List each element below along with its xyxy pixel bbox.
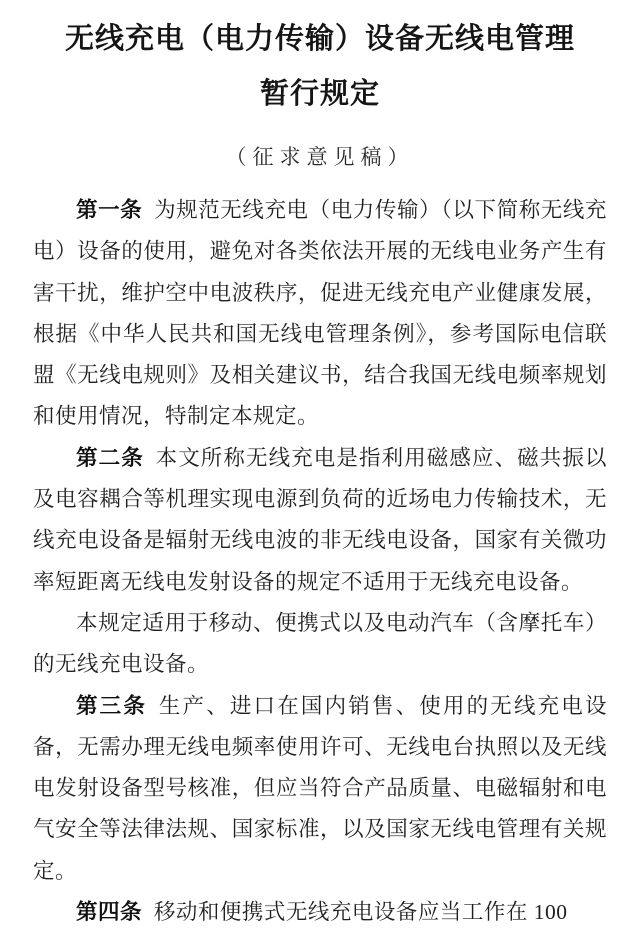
article-4-text: 移动和便携式无线充电设备应当工作在 100 <box>153 900 568 925</box>
article-2-number: 第二条 <box>76 445 144 470</box>
article-2-paragraph <box>33 438 607 603</box>
article-2-text: 本文所称无线充电是指利用磁感应、磁共振以及电容耦合等机理实现电源到负荷的近场电力传输技术，无线充电设备是辐射无线电波的非无线电设备，国家有关微功率短距离无线电发射设备的规定不适用于无线充电设备。 <box>33 445 607 594</box>
article-3-paragraph <box>33 686 607 892</box>
article-2-continuation-paragraph <box>33 603 607 686</box>
document-subtitle: （征求意见稿） <box>225 145 415 169</box>
title-line-1: 无线充电（电力传输）设备无线电管理 <box>64 23 575 55</box>
document-title <box>33 12 607 122</box>
article-2-continuation-text: 本规定适用于移动、便携式以及电动汽车（含摩托车）的无线充电设备。 <box>33 610 607 677</box>
article-1-text: 为规范无线充电（电力传输）（以下简称无线充电）设备的使用，避免对各类依法开展的无线电业务产生有害干扰，维护空中电波秩序，促进无线充电产业健康发展，根据《中华人民共和国无线电管理条例》，参考国际电信联盟《无线电规则》及相关建议书，结合我国无线电频率规划和使用情况，特制定本规定。 <box>33 198 607 429</box>
article-1-number: 第一条 <box>76 198 143 222</box>
article-1-paragraph <box>33 190 607 438</box>
document-body <box>33 190 607 933</box>
article-3-text: 生产、进口在国内销售、使用的无线充电设备，无需办理无线电频率使用许可、无线电台执照以及无线电发射设备型号核准，但应当符合产品质量、电磁辐射和电气安全等法律法规、国家标准，以及国家无线电管理有关规定。 <box>33 693 607 883</box>
article-4-number: 第四条 <box>76 900 143 925</box>
article-4-paragraph <box>33 892 607 933</box>
title-line-2: 暂行规定 <box>259 78 380 110</box>
article-3-number: 第三条 <box>76 693 148 718</box>
